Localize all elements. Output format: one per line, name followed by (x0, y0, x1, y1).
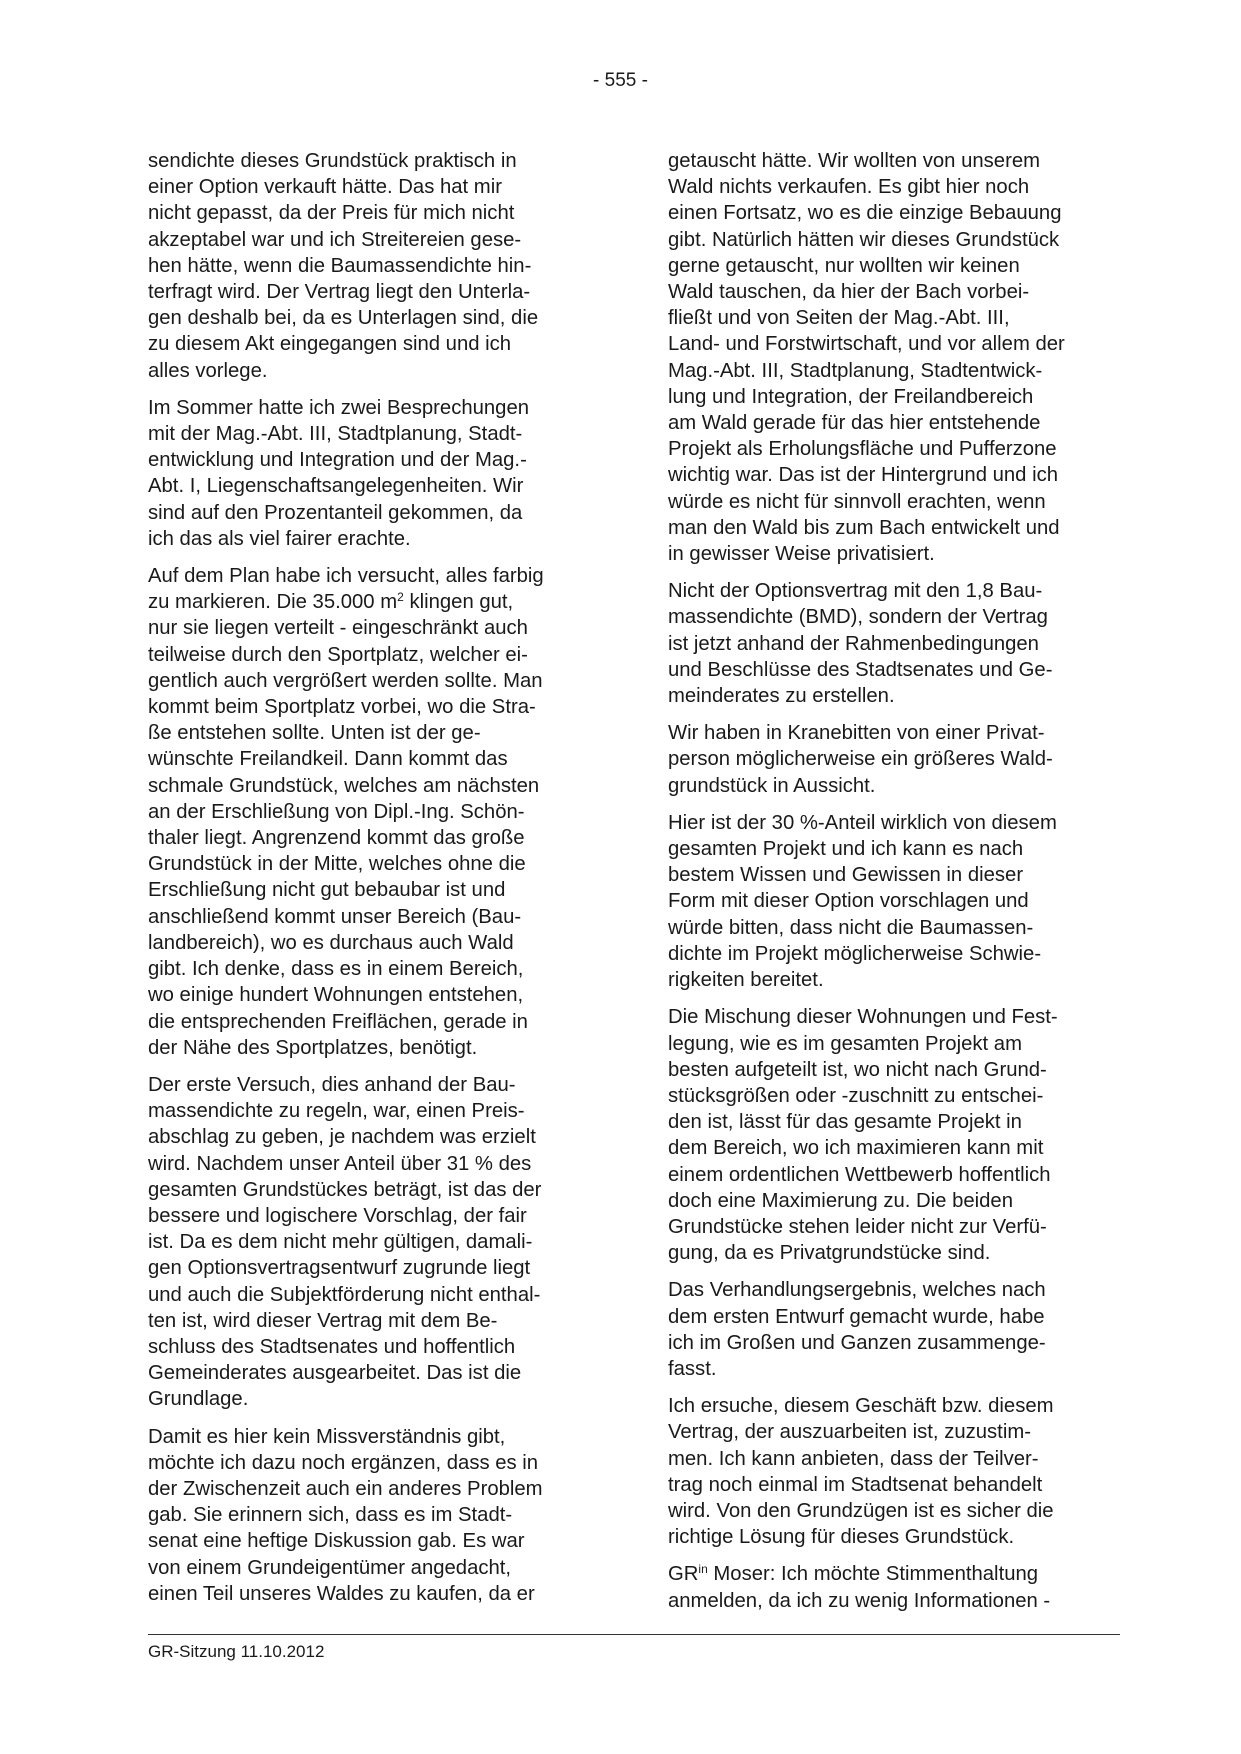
text-line: richtige Lösung für dieses Grundstück. (668, 1526, 1015, 1549)
text-line: mit der Mag.-Abt. III, Stadtplanung, Stadt- (148, 423, 523, 446)
text-line: an der Erschließung von Dipl.-Ing. Schön- (148, 800, 525, 823)
text-line: gibt. Ich denke, dass es in einem Bereich, (148, 958, 524, 981)
text-line: wichtig war. Das ist der Hintergrund und ich (668, 464, 1059, 487)
text-line: nicht gepasst, da der Preis für mich nicht (148, 202, 515, 225)
text-line: zu diesem Akt eingegangen sind und ich (148, 333, 512, 356)
text-line: Ich ersuche, diesem Geschäft bzw. diesem (668, 1395, 1054, 1418)
text-line: den ist, lässt für das gesamte Projekt in (668, 1111, 1022, 1134)
text-line: gesamten Projekt und ich kann es nach (668, 838, 1024, 861)
text-line: schluss des Stadtsenates und hoffentlich (148, 1335, 516, 1358)
text-line: einem ordentlichen Wettbewerb hoffentlich (668, 1163, 1051, 1186)
text-line: ich im Großen und Ganzen zusammenge- (668, 1331, 1046, 1354)
footer-session-date: GR-Sitzung 11.10.2012 (148, 1642, 325, 1661)
text-line: Gemeinderates ausgearbeitet. Das ist die (148, 1362, 522, 1385)
right-column (668, 148, 1110, 1625)
paragraph (668, 1004, 1110, 1266)
text-line: wird. Nachdem unser Anteil über 31 % des (148, 1152, 532, 1175)
speaker-paragraph (668, 1561, 1110, 1613)
text-line: ße entstehen sollte. Unten ist der ge- (148, 722, 481, 745)
text-line: ten ist, wird dieser Vertrag mit dem Be- (148, 1309, 498, 1332)
text-line: doch eine Maximierung zu. Die beiden (668, 1189, 1013, 1212)
text-line: Die Mischung dieser Wohnungen und Fest- (668, 1006, 1058, 1029)
text-line: trag noch einmal im Stadtsenat behandelt (668, 1473, 1043, 1496)
text-line: besten aufgeteilt ist, wo nicht nach Grund- (668, 1058, 1047, 1081)
paragraph (668, 148, 1110, 567)
text-line: terfragt wird. Der Vertrag liegt den Unterla- (148, 281, 531, 304)
text-line: men. Ich kann anbieten, dass der Teilver- (668, 1447, 1039, 1470)
text-line: landbereich), wo es durchaus auch Wald (148, 931, 514, 954)
text-line: Das Verhandlungsergebnis, welches nach (668, 1279, 1046, 1302)
text-line: Wald nichts verkaufen. Es gibt hier noch (668, 176, 1030, 199)
text-line: teilweise durch den Sportplatz, welcher ei- (148, 643, 528, 666)
text-line: hen hätte, wenn die Baumassendichte hin- (148, 254, 532, 277)
text-line: gen deshalb bei, da es Unterlagen sind, die (148, 307, 539, 330)
text-line: grundstück in Aussicht. (668, 774, 876, 797)
text-fragment: klingen gut, (403, 591, 514, 614)
text-line: Land- und Forstwirtschaft, und vor allem der (668, 333, 1065, 356)
paragraph (668, 578, 1110, 709)
text-line: in gewisser Weise privatisiert. (668, 543, 935, 566)
text-line: nur sie liegen verteilt - eingeschränkt auch (148, 617, 528, 640)
text-line: lung und Integration, der Freilandbereich (668, 385, 1034, 408)
text-line: von einem Grundeigentümer angedacht, (148, 1556, 512, 1579)
paragraph (668, 1393, 1110, 1550)
text-line: getauscht hätte. Wir wollten von unserem (668, 150, 1041, 172)
speaker-name: GR (668, 1563, 699, 1586)
text-line: ich das als viel fairer erachte. (148, 527, 411, 550)
text-line: Der erste Versuch, dies anhand der Bau- (148, 1073, 516, 1096)
text-line: und auch die Subjektförderung nicht enthal- (148, 1283, 541, 1306)
text-line: am Wald gerade für das hier entstehende (668, 412, 1041, 435)
text-line: schmale Grundstück, welches am nächsten (148, 774, 540, 797)
paragraph (668, 810, 1110, 993)
paragraph (148, 395, 590, 552)
text-line: thaler liegt. Angrenzend kommt das große (148, 827, 525, 850)
left-column (148, 148, 590, 1618)
text-line: wo einige hundert Wohnungen entstehen, (148, 984, 524, 1007)
text-line: fließt und von Seiten der Mag.-Abt. III, (668, 307, 1010, 330)
text-line: Projekt als Erholungsfläche und Pufferzone (668, 438, 1057, 461)
text-line: gibt. Natürlich hätten wir dieses Grundstück (668, 228, 1060, 251)
text-line: ist jetzt anhand der Rahmenbedingungen (668, 632, 1039, 655)
text-line-with-superscript (148, 589, 590, 615)
paragraph (148, 1072, 590, 1413)
text-line: stücksgrößen oder -zuschnitt zu entschei- (668, 1084, 1044, 1107)
text-line: entwicklung und Integration und der Mag.- (148, 449, 527, 472)
text-line: Vertrag, der auszuarbeiten ist, zuzustim- (668, 1421, 1031, 1444)
text-line: meinderates zu erstellen. (668, 685, 895, 708)
text-line: Grundstücke stehen leider nicht zur Verfü- (668, 1215, 1047, 1238)
text-line: Damit es hier kein Missverständnis gibt, (148, 1425, 506, 1448)
text-line: der Zwischenzeit auch ein anderes Problem (148, 1477, 543, 1500)
text-fragment: Moser: Ich möchte Stimmenthaltung (707, 1563, 1039, 1586)
text-line: dem ersten Entwurf gemacht wurde, habe (668, 1305, 1045, 1328)
text-line: Grundlage. (148, 1388, 249, 1411)
text-line: massendichte (BMD), sondern der Vertrag (668, 606, 1048, 629)
text-line: gen Optionsvertragsentwurf zugrunde liegt (148, 1257, 531, 1280)
text-line: senat eine heftige Diskussion gab. Es war (148, 1530, 525, 1553)
text-line: gung, da es Privatgrundstücke sind. (668, 1242, 991, 1265)
text-line: ist. Da es dem nicht mehr gültigen, damali- (148, 1231, 533, 1254)
text-line: fasst. (668, 1357, 717, 1380)
text-line: Auf dem Plan habe ich versucht, alles farbig (148, 565, 544, 588)
text-line: anmelden, da ich zu wenig Informationen - (668, 1589, 1051, 1612)
text-line: Hier ist der 30 %-Anteil wirklich von diesem (668, 811, 1057, 834)
text-line: sind auf den Prozentanteil gekommen, da (148, 501, 523, 524)
text-line: massendichte zu regeln, war, einen Preis- (148, 1100, 525, 1123)
text-line: würde es nicht für sinnvoll erachten, wenn (668, 490, 1046, 513)
text-line: alles vorlege. (148, 359, 268, 382)
text-line: gentlich auch vergrößert werden sollte. Man (148, 669, 543, 692)
paragraph (148, 148, 590, 384)
text-line: sendichte dieses Grundstück praktisch in (148, 150, 517, 172)
text-line: rigkeiten bereitet. (668, 969, 824, 992)
text-line: legung, wie es im gesamten Projekt am (668, 1032, 1022, 1055)
text-line: einen Fortsatz, wo es die einzige Bebauung (668, 202, 1062, 225)
text-line: Grundstück in der Mitte, welches ohne die (148, 853, 526, 876)
text-line: dem Bereich, wo ich maximieren kann mit (668, 1137, 1044, 1160)
text-line: Erschließung nicht gut bebaubar ist und (148, 879, 506, 902)
text-line: der Nähe des Sportplatzes, benötigt. (148, 1036, 478, 1059)
superscript: in (698, 1562, 708, 1577)
paragraph (668, 1277, 1110, 1382)
text-line: Form mit dieser Option vorschlagen und (668, 890, 1029, 913)
text-line: Wald tauschen, da hier der Bach vorbei- (668, 281, 1030, 304)
text-line: person möglicherweise ein größeres Wald- (668, 748, 1053, 771)
text-line: bessere und logischere Vorschlag, der fair (148, 1204, 527, 1227)
superscript: 2 (397, 590, 404, 605)
speaker-line (668, 1561, 1110, 1587)
paragraph (668, 720, 1110, 799)
text-line: möchte ich dazu noch ergänzen, dass es in (148, 1451, 539, 1474)
text-line: man den Wald bis zum Bach entwickelt und (668, 516, 1060, 539)
text-line: und Beschlüsse des Stadtsenates und Ge- (668, 658, 1053, 681)
text-line: Im Sommer hatte ich zwei Besprechungen (148, 396, 530, 419)
paragraph (148, 1424, 590, 1607)
text-line: Nicht der Optionsvertrag mit den 1,8 Bau- (668, 580, 1043, 603)
text-line: dichte im Projekt möglicherweise Schwie- (668, 942, 1042, 965)
text-line: würde bitten, dass nicht die Baumassen- (668, 916, 1034, 939)
text-line: einen Teil unseres Waldes zu kaufen, da er (148, 1582, 535, 1605)
text-line: Wir haben in Kranebitten von einer Privat- (668, 722, 1045, 745)
text-line: bestem Wissen und Gewissen in dieser (668, 864, 1024, 887)
text-line: Abt. I, Liegenschaftsangelegenheiten. Wir (148, 475, 524, 498)
text-line: kommt beim Sportplatz vorbei, wo die Stra- (148, 696, 536, 719)
text-line: Mag.-Abt. III, Stadtplanung, Stadtentwick- (668, 359, 1043, 382)
text-line: akzeptabel war und ich Streitereien gese- (148, 228, 522, 251)
text-line: die entsprechenden Freiflächen, gerade in (148, 1010, 528, 1033)
text-line: gerne getauscht, nur wollten wir keinen (668, 254, 1020, 277)
text-line: anschließend kommt unser Bereich (Bau- (148, 905, 522, 928)
paragraph (148, 563, 590, 1061)
text-fragment: zu markieren. Die 35.000 m (148, 591, 398, 614)
text-line: wird. Von den Grundzügen ist es sicher die (668, 1499, 1054, 1522)
text-line: abschlag zu geben, je nachdem was erzielt (148, 1126, 536, 1149)
page-number: - 555 - (593, 70, 648, 91)
text-line: einer Option verkauft hätte. Das hat mir (148, 176, 502, 199)
footer-divider (148, 1634, 1120, 1635)
text-line: gab. Sie erinnern sich, dass es im Stadt- (148, 1504, 513, 1527)
text-line: wünschte Freilandkeil. Dann kommt das (148, 748, 508, 771)
text-line: gesamten Grundstückes beträgt, ist das der (148, 1178, 542, 1201)
